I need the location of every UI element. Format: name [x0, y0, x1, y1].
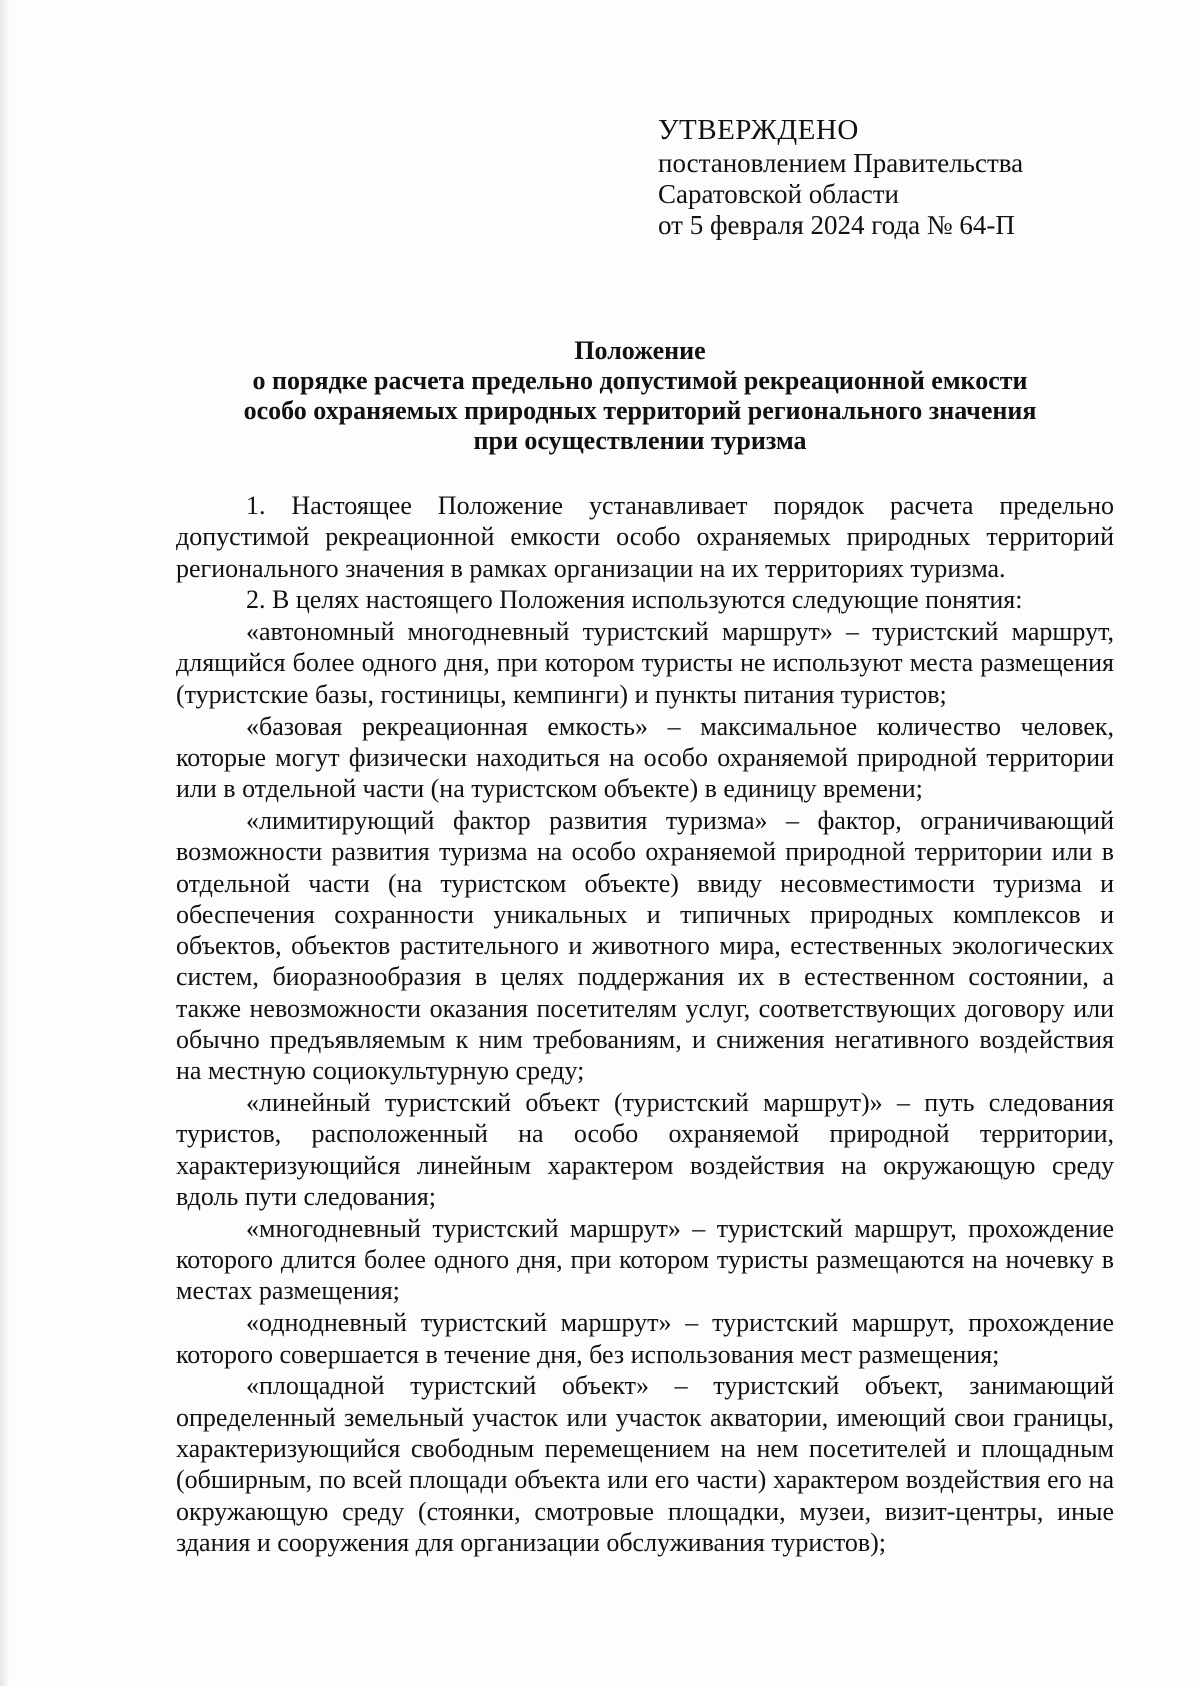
approval-heading: УТВЕРЖДЕНО [658, 114, 859, 146]
approval-stamp-block [658, 112, 1138, 241]
scan-edge [0, 0, 10, 1686]
paragraph: «линейный туристский объект (туристский маршрут)» – путь следования туристов, расположенный на особо охраняемой природной территории, характеризующийся линейным характером воздействия на окружающую среду вдоль пути следования; [176, 1088, 1114, 1212]
paragraph: 2. В целях настоящего Положения используются следующие понятия: [246, 585, 1023, 615]
document-title [150, 336, 1130, 456]
paragraph: «лимитирующий фактор развития туризма» – фактор, ограничивающий возможности развития туризма на особо охраняемой природной территории или в отдельной части (на туристском объекте) ввиду несовместимости туризма и обеспечения сохранности уникальных и типичных природных комплексов и объектов, объектов растительного и животного мира, естественных экологических систем, биоразнообразия в целях поддержания их в естественном состоянии, а также невозможности оказания посетителям услуг, соответствующих договору или обычно предъявляемым к ним требованиям, и снижения негативного воздействия на местную социокультурную среду; [176, 805, 1114, 1086]
approval-line-1: постановлением Правительства [658, 148, 1024, 178]
paragraph: «автономный многодневный туристский маршрут» – туристский маршрут, длящийся более одного дня, при котором туристы не используют места размещения (туристские базы, гостиницы, кемпинги) и пункты питания туристов; [176, 617, 1114, 709]
title-line-2: о порядке расчета предельно допустимой рекреационной емкости [252, 366, 1028, 395]
paragraph: «многодневный туристский маршрут» – туристский маршрут, прохождение которого длится более одного дня, при котором туристы размещаются на ночевку в местах размещения; [176, 1213, 1114, 1306]
title-line-4: при осуществлении туризма [473, 426, 807, 455]
title-line-1: Положение [574, 336, 706, 365]
paragraph: 1. Настоящее Положение устанавливает порядок расчета предельно допустимой рекреационной емкости особо охраняемых природных территорий регионального значения в рамках организации на их территориях туризма. [176, 491, 1114, 583]
approval-line-2: Саратовской области [658, 179, 899, 209]
paragraph: «площадной туристский объект» – туристский объект, занимающий определенный земельный участок или участок акватории, имеющий свои границы, характеризующийся свободным перемещением на нем посетителей и площадным (обширным, по всей площади объекта или его части) характером воздействия его на окружающую среду (стоянки, смотровые площадки, музеи, визит-центры, иные здания и сооружения для организации обслуживания туристов); [176, 1371, 1114, 1557]
paragraph: «базовая рекреационная емкость» – максимальное количество человек, которые могут физически находиться на особо охраняемой природной территории или в отдельной части (на туристском объекте) в единицу времени; [176, 711, 1114, 804]
approval-line-3: от 5 февраля 2024 года № 64-П [658, 210, 1015, 240]
document-body [176, 490, 1114, 1559]
title-line-3: особо охраняемых природных территорий регионального значения [243, 396, 1037, 425]
paragraph: «однодневный туристский маршрут» – туристский маршрут, прохождение которого совершается в течение дня, без использования мест размещения; [176, 1308, 1114, 1369]
